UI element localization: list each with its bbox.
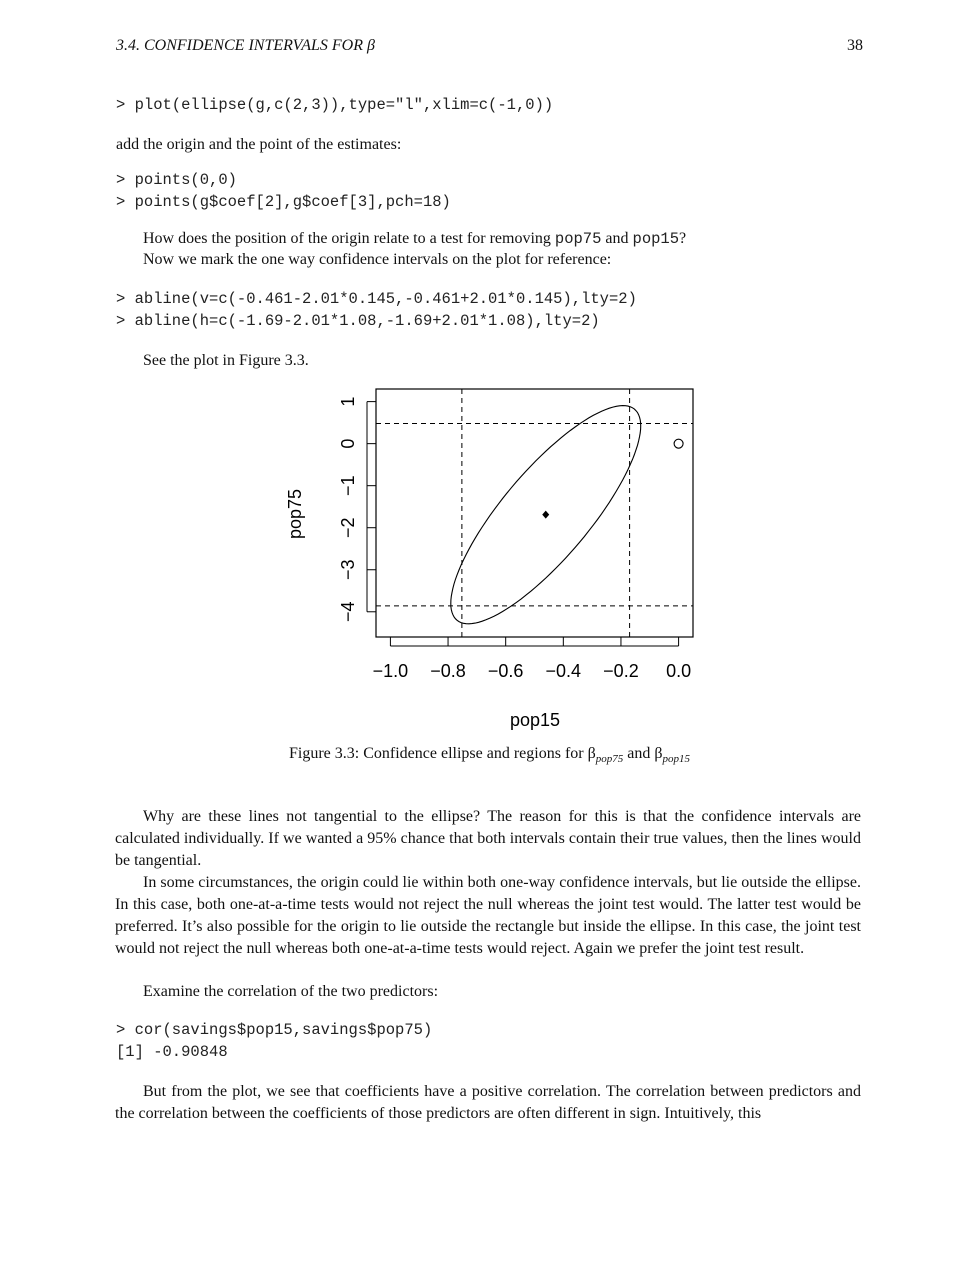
x-tick-label: −0.2 [603,661,639,681]
y-tick-label: −1 [338,475,358,496]
running-header: 3.4. CONFIDENCE INTERVALS FOR β [116,37,375,54]
question-code-pop15: pop15 [632,230,680,248]
code-points-origin: > points(0,0) [116,171,237,189]
x-tick-label: −0.8 [430,661,466,681]
code-points-estimate: > points(g$coef[2],g$coef[3],pch=18) [116,193,451,211]
caption-sub-pop15: pop15 [662,753,690,766]
text-mark-intervals: Now we mark the one way confidence intervals on the plot for reference: [143,251,612,268]
text-see-plot: See the plot in Figure 3.3. [143,352,309,369]
y-tick-label: 0 [338,438,358,449]
code-abline-v: > abline(v=c(-0.461-2.01*0.145,-0.461+2.01*0.145),lty=2) [116,290,637,308]
origin-point [674,439,683,448]
caption-sub-pop75: pop75 [595,753,624,766]
plot-frame [376,389,693,637]
figure-chart [0,370,979,740]
y-axis-label: pop75 [285,488,305,540]
estimate-point [542,511,549,519]
text-add-origin: add the origin and the point of the estimates: [116,136,402,153]
caption-mid: and β [623,745,663,762]
paragraph-circumstances: In some circumstances, the origin could lie within both one-way confidence intervals, but lie outside the ellipse. In this case, both one-at-a-time tests would not reject the null whereas the joint test would. The latter test would be preferred. It’s also possible for the origin to lie outside the rectangle but inside the ellipse. In this case, the joint test would not reject the null whereas both one-at-a-time tests would reject. Again we prefer the joint test result. [115,874,861,957]
caption-prefix: Figure 3.3: Confidence ellipse and regions for β [289,745,596,762]
x-tick-label: −0.6 [487,661,524,681]
y-tick-label: 1 [338,396,358,407]
page-number: 38 [847,37,863,54]
paragraph-correlation: But from the plot, we see that coefficients have a positive correlation. The correlation between predictors and the correlation between the coefficients of those predictors are often different in sign. Intuitively, this [115,1083,861,1122]
x-tick-label: −1.0 [372,661,409,681]
question-pre: How does the position of the origin relate to a test for removing [143,230,555,247]
y-tick-label: −3 [338,559,358,581]
x-tick-label: 0.0 [666,661,692,681]
question-code-pop75: pop75 [554,230,602,248]
question-text [143,228,686,250]
chart-plot-area [338,389,693,681]
x-axis-label: pop15 [509,710,561,730]
paragraph-examine: Examine the correlation of the two predictors: [143,983,439,1000]
code-cor: > cor(savings$pop15,savings$pop75) [116,1021,433,1039]
figure-caption [0,745,979,765]
x-tick-label: −0.4 [545,661,582,681]
y-tick-label: −2 [338,517,358,538]
question-mid: and [601,230,633,247]
code-plot-ellipse: > plot(ellipse(g,c(2,3)),type="l",xlim=c(-1,0)) [116,96,554,114]
code-abline-h: > abline(h=c(-1.69-2.01*1.08,-1.69+2.01*1.08),lty=2) [116,312,600,330]
paragraph-tangential: Why are these lines not tangential to the ellipse? The reason for this is that the confidence intervals are calculated individually. If we wanted a 95% chance that both intervals contain their true values, then the lines would be tangential. [115,808,861,869]
code-cor-result: [1] -0.90848 [116,1043,228,1061]
question-post: ? [679,230,687,247]
y-tick-label: −4 [338,601,358,623]
